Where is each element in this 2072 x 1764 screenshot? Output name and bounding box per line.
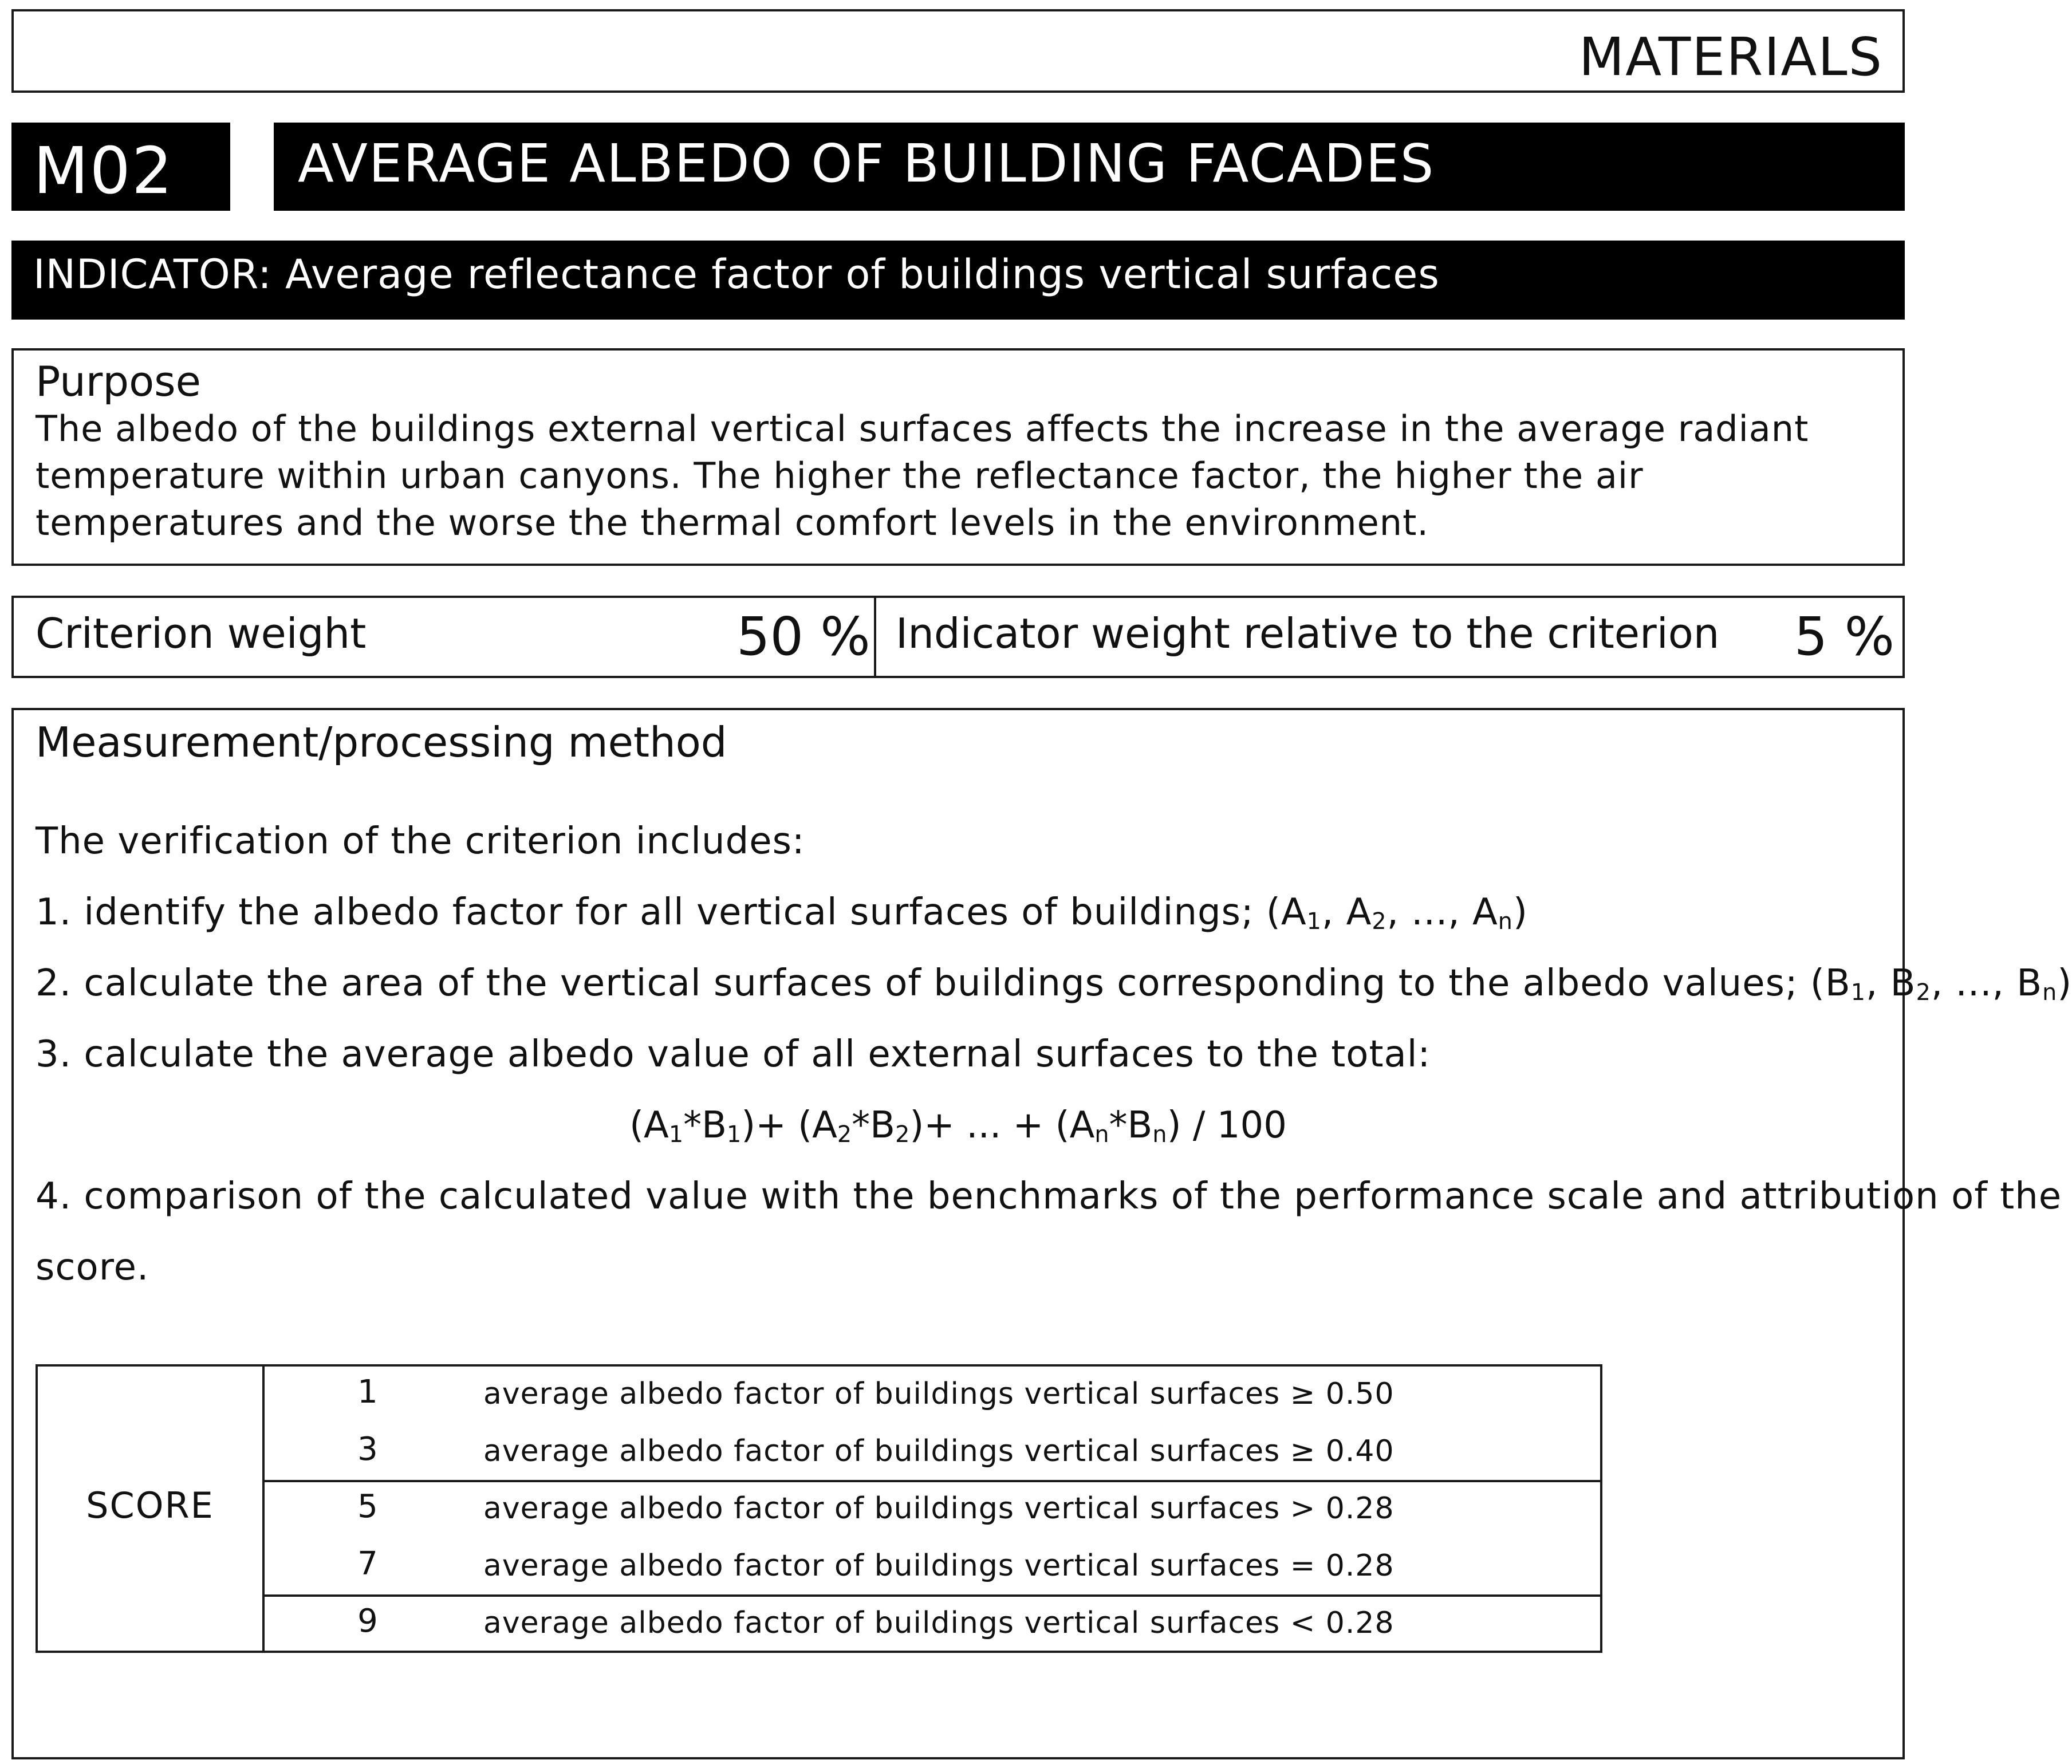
weights-divider (874, 598, 876, 678)
score-value: 1 (357, 1373, 378, 1411)
method-step-1: 1. identify the albedo factor for all vertical surfaces of buildings; ($A_1$, $A_2$, ..., $A_n$) (36, 891, 1528, 935)
category-header (11, 9, 1905, 93)
albedo-formula: $(A_1*B_1)+ (A_2*B_2)+$ ... + $(A_n*B_n) / 100$ (629, 1104, 1287, 1148)
indicator-text: INDICATOR: Average reflectance factor of buildings vertical surfaces (33, 251, 1440, 298)
score-criterion: average albedo factor of buildings vertical surfaces > 0.28 (483, 1491, 1395, 1526)
table-row (265, 1367, 1600, 1424)
table-row (265, 1481, 1600, 1538)
table-row (265, 1596, 1600, 1653)
score-value: 9 (357, 1602, 378, 1640)
method-section (11, 708, 2072, 1759)
score-value: 7 (357, 1545, 378, 1582)
method-intro: The verification of the criterion includes: (36, 820, 805, 863)
score-label-cell (38, 1367, 265, 1651)
purpose-text: The albedo of the buildings external vertical surfaces affects the increase in the average radiant temperature within urban canyons. The higher the reflectance factor, the higher the air temperatures and the worse the thermal comfort levels in the environment. (36, 408, 1809, 544)
method-step-3: 3. calculate the average albedo value of all external surfaces to the total: (36, 1033, 1431, 1076)
title-separator-block (230, 123, 274, 211)
score-criterion: average albedo factor of buildings vertical surfaces < 0.28 (483, 1606, 1395, 1640)
score-label: SCORE (86, 1485, 214, 1526)
indicator-bar (11, 241, 1905, 320)
score-value: 3 (357, 1431, 378, 1468)
purpose-heading: Purpose (36, 357, 201, 405)
method-heading: Measurement/processing method (36, 718, 727, 766)
indicator-weight-value: 5 % (1794, 606, 1894, 667)
purpose-section (11, 348, 1905, 566)
score-value: 5 (357, 1488, 378, 1525)
method-step-4-continued: score. (36, 1246, 149, 1289)
method-step-2: 2. calculate the area of the vertical surfaces of buildings corresponding to the albedo values; ($B_1$, $B_2$, ..., $B_n$) (36, 962, 2072, 1006)
title-bar (11, 123, 1905, 211)
method-step-4: 4. comparison of the calculated value with the benchmarks of the performance scale and attribution of the (36, 1175, 2062, 1218)
score-criterion: average albedo factor of buildings vertical surfaces = 0.28 (483, 1549, 1395, 1583)
score-criterion: average albedo factor of buildings vertical surfaces ≥ 0.50 (483, 1377, 1395, 1411)
criterion-weight-value: 50 % (736, 606, 870, 667)
score-criterion: average albedo factor of buildings vertical surfaces ≥ 0.40 (483, 1434, 1395, 1468)
page-title: AVERAGE ALBEDO OF BUILDING FACADES (298, 133, 1435, 194)
category-label: MATERIALS (1578, 26, 1883, 88)
table-row (265, 1424, 1600, 1481)
table-row (265, 1538, 1600, 1596)
indicator-weight-label: Indicator weight relative to the criterion (896, 609, 1720, 657)
score-table (36, 1364, 1602, 1653)
weights-row (11, 596, 1905, 678)
indicator-code: M02 (33, 134, 174, 208)
criterion-weight-label: Criterion weight (36, 609, 367, 657)
